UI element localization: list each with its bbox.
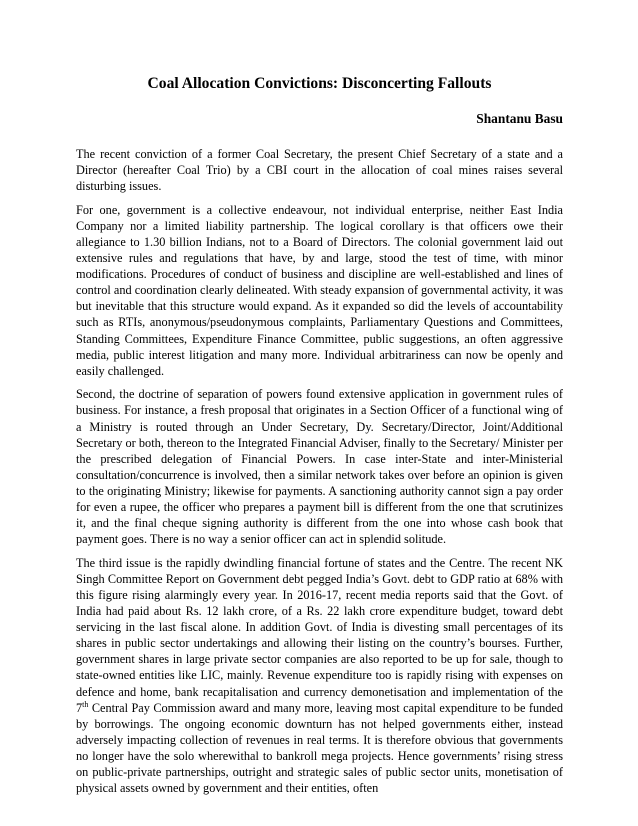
ordinal-superscript: th — [82, 699, 89, 709]
paragraph-3: Second, the doctrine of separation of powers found extensive application in government rules of business. For instance, a fresh proposal that originates in a Section Officer of a functional wing of a Ministry is routed through an Under Secretary, Dy. Secretary/Director, Joint/Additional Secretary or both, thereon to the Integrated Financial Adviser, finally to the Secretary/ Minister per the prescribed delegation of Financial Powers. In case inter-State and inter-Ministerial consultation/concurrence is involved, then a similar network takes over before an opinion is given to the originating Ministry; likewise for payments. A sanctioning authority cannot sign a pay order for even a rupee, the officer who prepares a payment bill is different from the one that scrutinizes it, and the final cheque signing authority is different from the one into whose cash book that payment goes. There is no way a senior officer can act in splendid solitude. — [76, 387, 563, 547]
paragraph-4 — [76, 555, 563, 796]
document-title: Coal Allocation Convictions: Disconcerting Fallouts — [147, 75, 492, 92]
paragraph-1: The recent conviction of a former Coal Secretary, the present Chief Secretary of a state and a Director (hereafter Coal Trio) by a CBI court in the allocation of coal mines raises several disturbing issues. — [76, 147, 563, 194]
article-body — [76, 146, 563, 796]
author-name: Shantanu Basu — [476, 111, 563, 126]
paragraph-4-text-end: Central Pay Commission award and many more, leaving most capital expenditure to be funded by borrowings. The ongoing economic downturn has not helped governments either, instead adversely impacting collection of revenues in real terms. It is therefore obvious that governments no longer have the solo wherewithal to bankroll mega projects. Hence governments’ rising stress on public-private partnerships, outright and strategic sales of public sector units, monetisation of physical assets owned by government and their entities, often — [76, 700, 563, 796]
paragraph-4-text-start: The third issue is the rapidly dwindling financial fortune of states and the Centre. The recent NK Singh Committee Report on Government debt pegged India’s Govt. debt to GDP ratio at 68% with this figure rising alarmingly every year. In 2016-17, recent media reports said that the Govt. of India had paid about Rs. 12 lakh crore, of a Rs. 22 lakh crore expenditure budget, toward debt servicing in the last fiscal alone. In addition Govt. of India is divesting small percentages of its shares in public sector undertakings and allowing their listing on the country’s bourses. Further, government shares in large private sector companies are also reported to be up for sale, though to state-owned entities like LIC, mainly. Revenue expenditure too is rapidly rising with expenses on defence and home, bank recapitalisation and currency demonetisation and implementation of the 7 — [76, 555, 563, 715]
paragraph-2: For one, government is a collective endeavour, not individual enterprise, neither East India Company nor a limited liability partnership. The logical corollary is that officers owe their allegiance to 1.30 billion Indians, not to a Board of Directors. The colonial government laid out extensive rules and regulations that have, by and large, stood the test of time, with minor modifications. Procedures of conduct of business and discipline are well-established and lines of control and coordination clearly delineated. With steady expansion of governmental activity, it was but inevitable that this structure would expand. As it expanded so did the levels of accountability such as RTIs, anonymous/pseudonymous complaints, Parliamentary Questions and Committees, Standing Committees, Expenditure Finance Committee, public suggestions, an often aggressive media, public interest litigation and many more. Individual arbitrariness can now be openly and easily challenged. — [76, 202, 563, 378]
